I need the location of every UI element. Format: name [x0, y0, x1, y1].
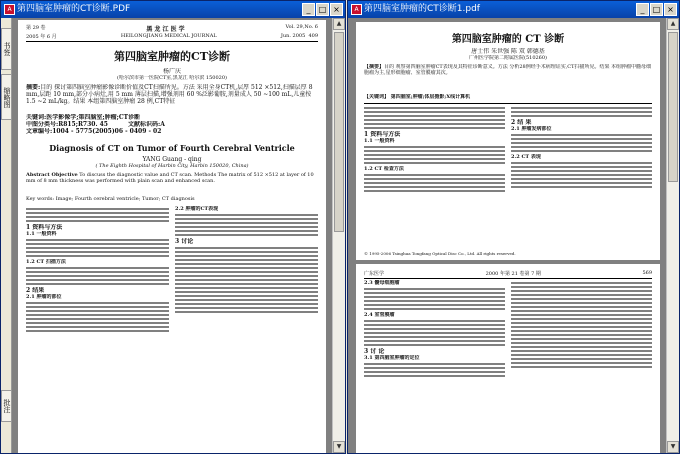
navigation-tabs [1, 18, 12, 453]
subsection-heading: 2.3 髓母细胞瘤 [364, 280, 400, 286]
article-title-en: Diagnosis of CT on Tumor of Fourth Cerebral Ventricle [49, 143, 295, 153]
scroll-up-icon[interactable]: ▲ [667, 18, 679, 30]
authors: 唐士伟 朱世强 陈 双 韩德基 [471, 48, 545, 55]
clc-number: 中图分类号:R815;R730. 45 [26, 121, 108, 128]
tab-thumbnails[interactable]: 缩略图 [1, 74, 12, 120]
page-number: 569 [642, 270, 652, 276]
right-vertical-scrollbar[interactable] [666, 18, 679, 453]
scroll-down-icon[interactable]: ▼ [667, 441, 679, 453]
document-code: 文献标识码:A [127, 121, 165, 128]
journal-date-en: Jun. 2005 [280, 33, 306, 39]
subsection-heading: 3.1 第四脑室肿瘤的定位 [364, 355, 420, 361]
left-vertical-scrollbar[interactable] [332, 18, 345, 453]
keywords: 【关键词】 第四脑室;肿瘤;体层摄影;X线计算机 [364, 94, 471, 100]
right-pdf-page-2 [356, 264, 660, 454]
section-heading: 2 结果 [26, 287, 45, 294]
maximize-icon[interactable]: □ [316, 3, 329, 16]
window-controls [302, 3, 343, 16]
right-window-titlebar[interactable] [348, 1, 679, 18]
subsection-heading: 2.1 肿瘤发病部位 [511, 126, 552, 132]
right-pdf-window[interactable] [347, 0, 680, 454]
section-heading: 3 讨论 [175, 238, 194, 245]
affiliation: 广州医学院第二附属医院(510260) [469, 55, 547, 61]
pdf-icon: A [4, 4, 15, 15]
subsection-heading: 1.1 一般资料 [26, 231, 57, 237]
section-heading: 3 讨 论 [364, 348, 385, 355]
minimize-icon[interactable]: _ [302, 3, 315, 16]
subsection-heading: 1.2 CT 扫描方法 [26, 259, 66, 265]
close-icon[interactable]: × [664, 3, 677, 16]
subsection-heading: 1.2 CT 检查方法 [364, 166, 404, 172]
journal-volume-cn: 第 29 卷 [26, 25, 46, 31]
journal-name: 广东医学 [364, 271, 385, 277]
abstract-cn: 目的 探讨第四脑室肿瘤影像诊断价值及CT扫描所见。方法 采用全身CT机,层厚 512 ×512,扫描层厚 8 mm,层距 10 mm,部分小病灶,用 5 mm 薄层扫描,增强剂用 60 %泛影葡胺,剂量成人 50 ~100 mL,儿童按 1.5 ~2 mL/kg。结果 本组第四脑室肿瘤 28 例,CT特征 [26, 84, 313, 105]
pdf-icon: A [351, 4, 362, 15]
right-pdf-page-1 [356, 22, 660, 260]
author-cn: 杨广庆 [162, 68, 181, 75]
journal-date-cn: 2005 年 6 月 [26, 34, 57, 40]
subsection-heading: 2.2 肿瘤的CT表现 [175, 206, 219, 212]
affiliation-cn: (哈尔滨市第一医院CT室,黑龙江 哈尔滨 150020) [117, 75, 227, 81]
journal-volume-en: Vol. 29,No. 6 [285, 24, 318, 30]
page-number: 409 [308, 33, 318, 39]
left-document-viewport[interactable] [12, 18, 332, 453]
abstract-en: To discuss the diagnostic value and CT scan. Methods The matrix of 512 ×512 at layer of 10 mm of 8 mm thickness was performed with plain scan and enhanced scan. [26, 172, 314, 184]
minimize-icon[interactable]: _ [636, 3, 649, 16]
close-icon[interactable]: × [330, 3, 343, 16]
left-window-titlebar[interactable] [1, 1, 345, 18]
abstract-label: 【摘要】 [364, 64, 385, 70]
window-controls [636, 3, 677, 16]
subsection-heading: 2.1 肿瘤的部位 [26, 294, 62, 300]
scroll-thumb[interactable] [668, 32, 678, 182]
left-window-title: 第四脑室肿瘤的CT诊断.PDF [17, 4, 131, 14]
copyright-footer: © 1995-2006 Tsinghua Tongfang Optical Disc Co., Ltd. All rights reserved. [364, 251, 516, 256]
abstract-label-en: Abstract Objective [26, 172, 78, 178]
author-en: YANG Guang - qing [142, 156, 202, 163]
section-heading: 2 结 果 [511, 119, 532, 126]
tab-annotations[interactable]: 批注 [1, 390, 12, 422]
maximize-icon[interactable]: □ [650, 3, 663, 16]
abstract: 目的 观察第四脑室肿瘤CT表现及其特征诊断意义。方法 分析28例经手术病理证实,CT扫描所见。结果 本组肿瘤中髓母细胞瘤为主,星形细胞瘤、室管膜瘤其次。 [364, 64, 652, 76]
article-title-cn: 第四脑室肿瘤的CT诊断 [114, 50, 230, 63]
right-document-viewport[interactable] [348, 18, 666, 453]
section-heading: 1 资料与方法 [364, 131, 401, 138]
article-title-cn: 第四脑室肿瘤的 CT 诊断 [451, 34, 565, 45]
journal-name-cn: 黑 龙 江 医 学 [146, 26, 185, 33]
keywords-cn: 关键词:医学影像学;第四脑室;肿瘤;CT诊断 [26, 114, 141, 121]
subsection-heading: 2.4 室管膜瘤 [364, 312, 395, 318]
keywords-en: Key words: Image; Fourth cerebral ventricle; Tumor; CT diagnosis [26, 196, 195, 202]
scroll-thumb[interactable] [334, 32, 344, 232]
scroll-up-icon[interactable]: ▲ [333, 18, 345, 30]
affiliation-en: ( The Eighth Hospital of Harbin City, Harbin 150020, China) [95, 163, 249, 169]
article-number: 文章编号:1004 - 5775(2005)06 - 0409 - 02 [26, 128, 162, 135]
journal-name-en: HEILONGJIANG MEDICAL JOURNAL [120, 33, 217, 39]
right-window-title: 第四脑室肿瘤的CT诊断1.pdf [364, 4, 480, 14]
section-heading: 1 资料与方法 [26, 224, 63, 231]
abstract-label-cn: 摘要: [26, 84, 41, 91]
journal-date: 2000 年第 21 卷第 7 期 [485, 271, 541, 277]
left-pdf-page [18, 20, 326, 454]
tab-bookmarks[interactable]: 书签 [1, 28, 12, 70]
subsection-heading: 1.1 一般资料 [364, 138, 395, 144]
subsection-heading: 2.2 CT 表现 [511, 154, 541, 160]
scroll-down-icon[interactable]: ▼ [333, 441, 345, 453]
